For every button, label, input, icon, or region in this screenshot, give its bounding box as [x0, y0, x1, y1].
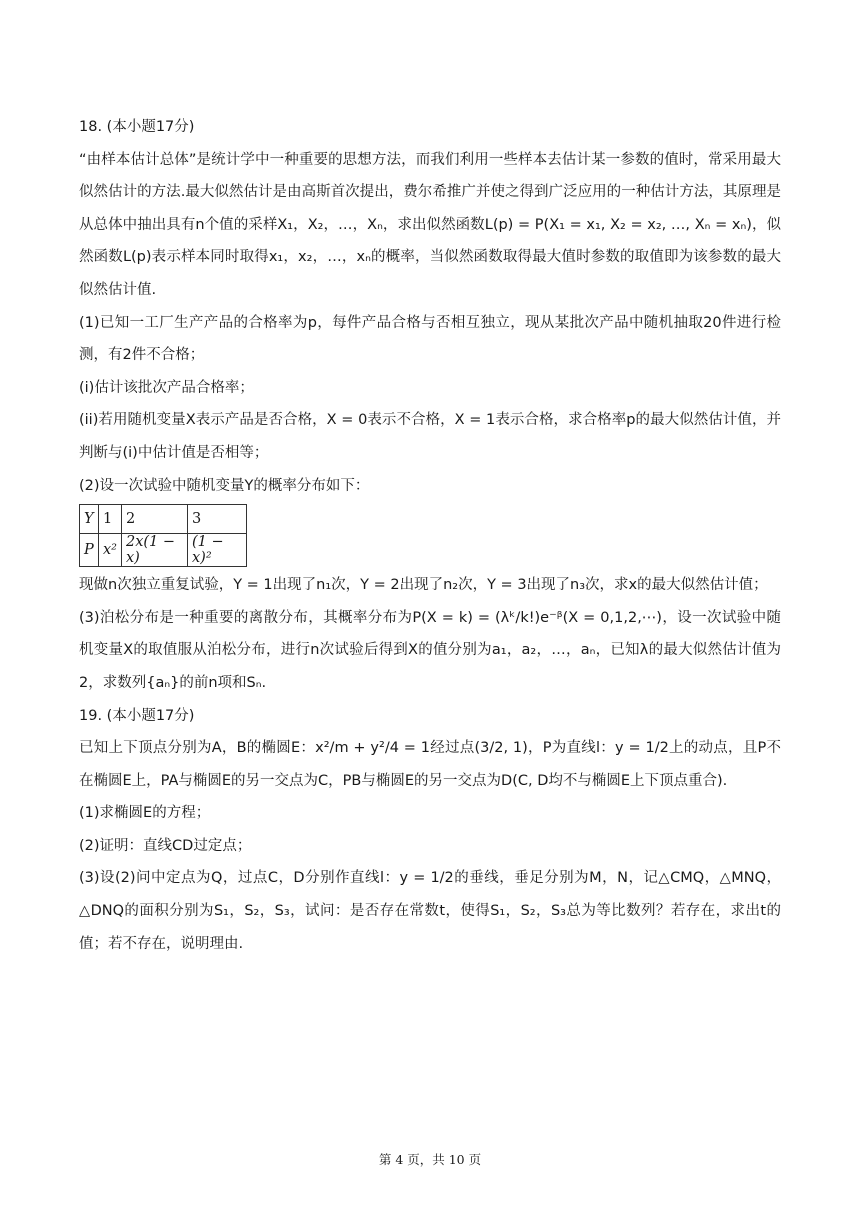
problem-18-header: 18. (本小题17分) — [79, 119, 195, 135]
problem-18-part-3: (3)泊松分布是一种重要的离散分布，其概率分布为P(X = k) = (λᵏ/k!)e⁻ᵝ(X = 0,1,2,⋯)，设一次试验中随机变量X的取值服从泊松分布，进行n次试验后得到X的值分别为a₁，a₂，…，aₙ，已知λ的最大似然估计值为2，求数列{aₙ}的前n项和Sₙ. — [79, 609, 781, 691]
problem-18-part-1: (1)已知一工厂生产产品的合格率为p，每件产品合格与否相互独立，现从某批次产品中随机抽取20件进行检测，有2件不合格； — [79, 314, 781, 364]
table-cell: 1 — [99, 505, 122, 534]
table-cell: x² — [99, 534, 122, 567]
problem-19-intro: 已知上下顶点分别为A，B的椭圆E：x²/m + y²/4 = 1经过点(3/2, 1)，P为直线l：y = 1/2上的动点，且P不在椭圆E上，PA与椭圆E的另一交点为C，PB与椭圆E的另一交点为D(C, D均不与椭圆E上下顶点重合). — [79, 740, 781, 789]
problem-18-intro: “由样本估计总体”是统计学中一种重要的思想方法，而我们利用一些样本去估计某一参数的值时，常采用最大似然估计的方法.最大似然估计是由高斯首次提出，费尔希推广并使之得到广泛应用的一种估计方法，其原理是从总体中抽出具有n个值的采样X₁，X₂，…，Xₙ，求出似然函数L(p) = P(X₁ = x₁, X₂ = x₂, …, Xₙ = xₙ)，似然函数L(p)表示样本同时取得x₁，x₂，…，xₙ的概率，当似然函数取得最大值时参数的取值即为该参数的最大似然估计值. — [79, 151, 781, 298]
problem-18-part-2: (2)设一次试验中随机变量Y的概率分布如下： — [79, 477, 370, 494]
problem-18-part-2-continued: 现做n次独立重复试验，Y = 1出现了n₁次，Y = 2出现了n₂次，Y = 3出现了n₃次，求x的最大似然估计值； — [79, 577, 768, 594]
problem-19-part-2: (2)证明：直线CD过定点； — [79, 837, 252, 854]
table-cell: Y — [80, 505, 99, 534]
problem-18-part-1-ii: (ii)若用随机变量X表示产品是否合格，X = 0表示不合格，X = 1表示合格，求合格率p的最大似然估计值，并判断与(i)中估计值是否相等； — [79, 412, 781, 461]
problem-18-part-1-i: (i)估计该批次产品合格率； — [79, 379, 254, 396]
table-cell: 2 — [122, 505, 188, 534]
problem-19-part-1: (1)求椭圆E的方程； — [79, 805, 211, 822]
table-cell: 2x(1 − x) — [122, 534, 188, 567]
distribution-table — [79, 504, 247, 567]
distribution-table-wrap — [79, 504, 781, 567]
problem-19-part-3: (3)设(2)问中定点为Q，过点C，D分别作直线l：y = 1/2的垂线，垂足分别为M，N，记△CMQ，△MNQ，△DNQ的面积分别为S₁，S₂，S₃，试问：是否存在常数t，使得S₁，S₂，S₃总为等比数列？若存在，求出t的值；若不存在，说明理由. — [79, 870, 781, 952]
problem-19-header: 19. (本小题17分) — [79, 707, 195, 724]
page-content — [79, 111, 781, 960]
table-cell: (1 − x)² — [188, 534, 247, 567]
table-row — [80, 505, 247, 534]
page-footer: 第 4 页，共 10 页 — [378, 1152, 482, 1167]
table-row — [80, 534, 247, 567]
table-cell: 3 — [188, 505, 247, 534]
table-cell: P — [80, 534, 99, 567]
